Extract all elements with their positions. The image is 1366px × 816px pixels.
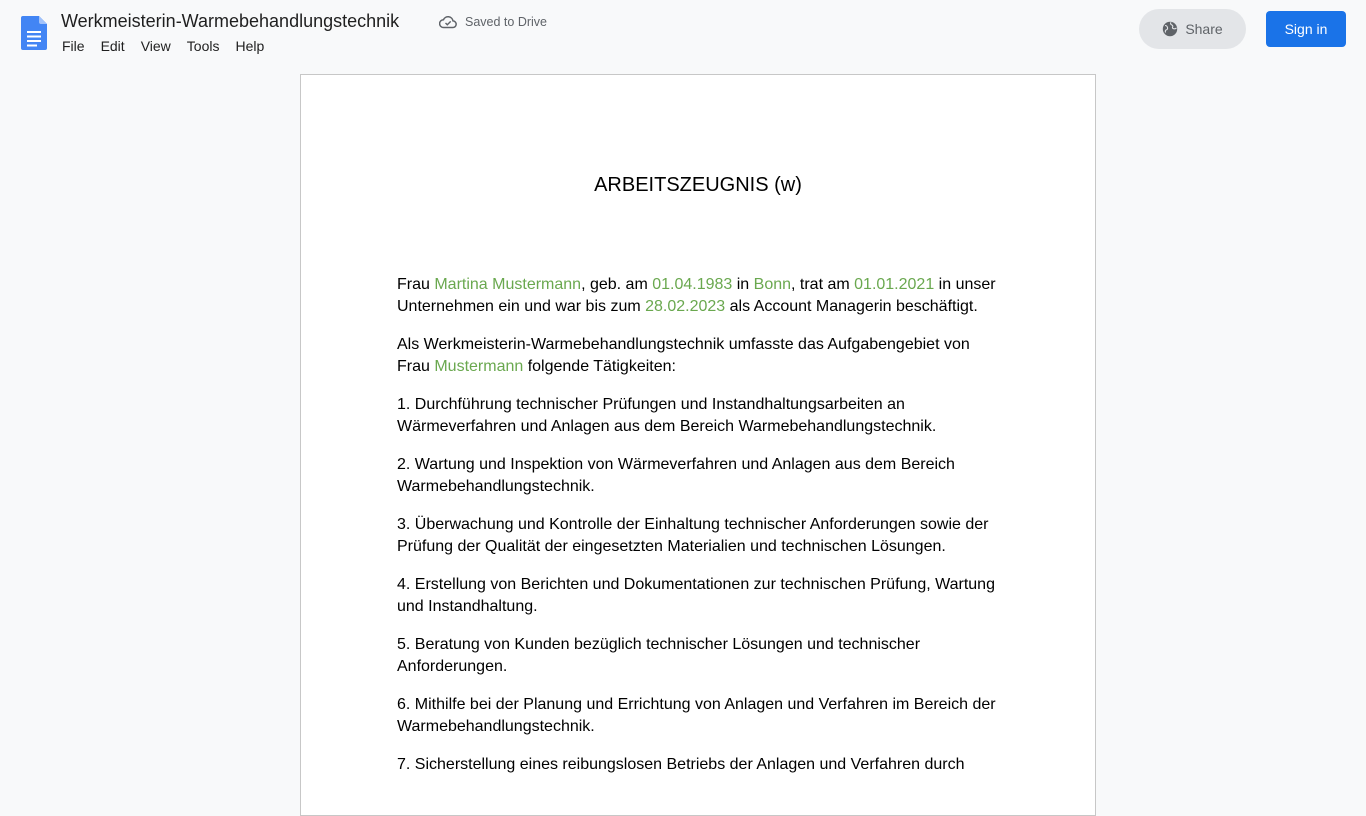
end-date: 28.02.2023 bbox=[645, 298, 726, 315]
intro-text-4: , trat am bbox=[791, 276, 855, 293]
task-item-7: 7. Sicherstellung eines reibungslosen Betriebs der Anlagen und Verfahren durch bbox=[397, 756, 965, 773]
document-body bbox=[397, 274, 997, 792]
birth-city: Bonn bbox=[753, 276, 792, 293]
document-title[interactable]: Werkmeisterin-Warmebehandlungstechnik bbox=[61, 11, 400, 31]
cloud-done-icon bbox=[439, 15, 457, 29]
document-heading: ARBEITSZEUGNIS (w) bbox=[594, 174, 802, 196]
intro-text-6: als Account Managerin beschäftigt. bbox=[725, 298, 978, 315]
task-item-5: 5. Beratung von Kunden bezüglich technischer Lösungen und technischer Anforderungen. bbox=[397, 636, 921, 675]
intro-text-5: in unser Unternehmen ein und war bis zum bbox=[397, 276, 996, 315]
task-item-6: 6. Mithilfe bei der Planung und Errichtung von Anlagen und Verfahren im Bereich der Warmebehandlungstechnik. bbox=[397, 696, 996, 735]
menu-tools[interactable]: Tools bbox=[186, 38, 220, 54]
save-status[interactable] bbox=[439, 13, 547, 31]
start-date: 01.01.2021 bbox=[854, 276, 935, 293]
task-item-1: 1. Durchführung technischer Prüfungen und Instandhaltungsarbeiten an Wärmeverfahren und Anlagen aus dem Bereich Warmebehandlungstechnik. bbox=[397, 396, 937, 435]
google-docs-icon[interactable] bbox=[21, 16, 47, 50]
app-header bbox=[0, 0, 1366, 64]
sign-in-button[interactable]: Sign in bbox=[1266, 11, 1346, 47]
menu-edit[interactable]: Edit bbox=[100, 38, 125, 54]
employee-name: Martina Mustermann bbox=[434, 276, 582, 293]
task-item-4: 4. Erstellung von Berichten und Dokumentationen zur technischen Prüfung, Wartung und Instandhaltung. bbox=[397, 576, 995, 615]
birth-date: 01.04.1983 bbox=[652, 276, 733, 293]
task-item-3: 3. Überwachung und Kontrolle der Einhaltung technischer Anforderungen sowie der Prüfung der Qualität der eingesetzten Materialien und technischen Lösungen. bbox=[397, 516, 989, 555]
scope-paragraph bbox=[397, 334, 997, 378]
intro-text-2: , geb. am bbox=[581, 276, 653, 293]
intro-text-1: Frau bbox=[397, 276, 435, 293]
share-label: Share bbox=[1185, 21, 1223, 37]
scope-text-2: folgende Tätigkeiten: bbox=[523, 358, 676, 375]
menu-bar bbox=[54, 36, 272, 56]
scope-text-1: Als Werkmeisterin-Warmebehandlungstechnik umfasste das Aufgabengebiet von Frau bbox=[397, 336, 970, 375]
globe-icon bbox=[1162, 21, 1178, 37]
employee-surname: Mustermann bbox=[434, 358, 524, 375]
menu-help[interactable]: Help bbox=[235, 38, 265, 54]
document-page[interactable] bbox=[300, 74, 1096, 816]
intro-paragraph bbox=[397, 274, 997, 318]
menu-file[interactable]: File bbox=[62, 38, 85, 54]
share-button[interactable] bbox=[1139, 9, 1246, 49]
menu-view[interactable]: View bbox=[140, 38, 171, 54]
intro-text-3: in bbox=[732, 276, 754, 293]
task-item-2: 2. Wartung und Inspektion von Wärmeverfahren und Anlagen aus dem Bereich Warmebehandlungstechnik. bbox=[397, 456, 955, 495]
save-status-label: Saved to Drive bbox=[465, 15, 547, 29]
